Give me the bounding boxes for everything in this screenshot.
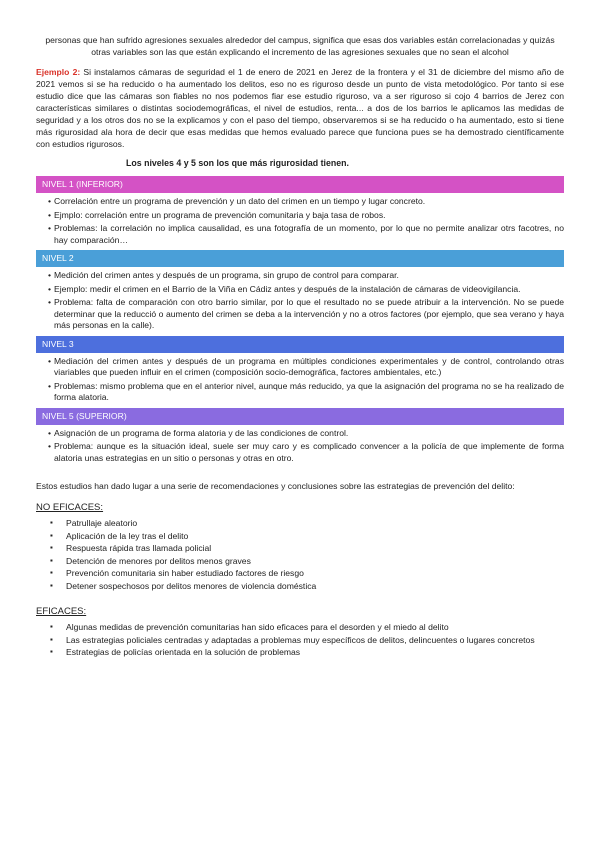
intro-paragraph: personas que han sufrido agresiones sexuales alrededor del campus, significa que esas dos variables están correlacionadas y quizás otras variables son las que están explicando el incremento de las agresiones sexuales que no sean el alcohol	[45, 35, 555, 57]
example-2-text: Si instalamos cámaras de seguridad el 1 de enero de 2021 en Jerez de la frontera y el 31 de diciembre del mismo año de 2021 vemos si se ha reducido o ha aumentado los delitos, eso no es riguroso desde un punto de vista metodológico. Por tanto si ese estudio dice que las cámaras son fiables no nos podemos fiar ese estudio riguroso, va a ser riguroso si cojo 4 barrios de Jerez con características similares o distintas sociodemográficas, el nivel de estudios, renta... a dos de los barrios le aplicamos las medidas de seguridad y a los otros dos no se la explicamos y con el paso del tiempo, observaremos si se ha reducido o ha aumentado, esto si tiene más rigurosidad ala hora de decir que esas medidas que hemos evaluado parece que funciona pues se ha demostrado científicamente con estudios rigurosos.	[36, 67, 564, 149]
list-item: ▪ Estrategias de policías orientada en la solución de problemas	[66, 646, 564, 659]
levels-section	[36, 176, 564, 464]
level-2	[36, 250, 564, 332]
level-5-list	[36, 428, 564, 465]
list-item: ▪ Aplicación de la ley tras el delito	[66, 530, 564, 543]
list-item: • Problemas: la correlación no implica causalidad, es una fotografía de un momento, por lo que no permite analizar otrs facotres, no hay comparación…	[54, 223, 564, 246]
eficaces-list	[36, 621, 564, 659]
list-item: ▪ Detención de menores por delitos menos graves	[66, 555, 564, 568]
list-item: • Problema: aunque es la situación ideal, suele ser muy caro y es complicado convencer a la policía de que implemente de forma alatoria unas estrategias en un sitio o personas y otras en otro.	[54, 441, 564, 464]
document-page	[36, 34, 564, 663]
no-eficaces-title: NO EFICACES:	[36, 502, 104, 513]
conclusion-paragraph: Estos estudios han dado lugar a una serie de recomendaciones y conclusiones sobre las estrategias de prevención del delito:	[36, 481, 515, 491]
level-2-header: NIVEL 2	[36, 250, 564, 267]
level-3-list	[36, 356, 564, 404]
list-item: ▪ Patrullaje aleatorio	[66, 517, 564, 530]
level-1-header: NIVEL 1 (INFERIOR)	[36, 176, 564, 193]
list-item: ▪ Prevención comunitaria sin haber estudiado factores de riesgo	[66, 567, 564, 580]
list-item: • Asignación de un programa de forma alatoria y de las condiciones de control.	[54, 428, 564, 440]
list-item: • Medición del crimen antes y después de un programa, sin grupo de control para comparar.	[54, 270, 564, 282]
list-item: ▪ Detener sospechosos por delitos menores de violencia doméstica	[66, 580, 564, 593]
level-3-header: NIVEL 3	[36, 336, 564, 353]
level-1	[36, 176, 564, 246]
list-item: ▪ Algunas medidas de prevención comunitarias han sido eficaces para el desorden y el miedo al delito	[66, 621, 564, 634]
levels-title: Los niveles 4 y 5 son los que más rigurosidad tienen.	[126, 158, 349, 168]
level-5	[36, 408, 564, 465]
list-item: ▪ Respuesta rápida tras llamada policial	[66, 542, 564, 555]
list-item: • Mediación del crimen antes y después de un programa en múltiples condiciones experimentales y de control, controlando otras viariables que pueden influir en el crimen (composición socio-demográfica, factores ambientales, etc.)	[54, 356, 564, 379]
eficaces-title: EFICACES:	[36, 606, 87, 617]
level-5-header: NIVEL 5 (SUPERIOR)	[36, 408, 564, 425]
level-1-list	[36, 196, 564, 246]
list-item: • Ejmplo: correlación entre un programa de prevención comunitaria y baja tasa de robos.	[54, 210, 564, 222]
example-2-paragraph	[36, 66, 564, 150]
level-2-list	[36, 270, 564, 332]
list-item: • Ejemplo: medir el crimen en el Barrio de la Viña en Cádiz antes y después de la instalación de cámaras de videovigilancia.	[54, 284, 564, 296]
no-eficaces-list	[36, 517, 564, 592]
example-2-label: Ejemplo 2:	[36, 67, 81, 77]
list-item: • Problema: falta de comparación con otro barrio similar, por lo que el resultado no se puede atribuir a la intervención. No se puede determinar que la reducció o aumento del crimen se deba a la intervención y no a otros factores (por ejemplo, que sea verano y haya más personas en la calle).	[54, 297, 564, 332]
list-item: ▪ Las estrategias policiales centradas y adaptadas a problemas muy específicos de delitos, delincuentes o lugares concretos	[66, 634, 564, 647]
level-3	[36, 336, 564, 404]
list-item: • Problemas: mismo problema que en el anterior nivel, aunque más reducido, ya que la asignación del programa no se ha realizado de forma alatoria.	[54, 381, 564, 404]
list-item: • Correlación entre un programa de prevención y un dato del crimen en un tiempo y lugar concreto.	[54, 196, 564, 208]
